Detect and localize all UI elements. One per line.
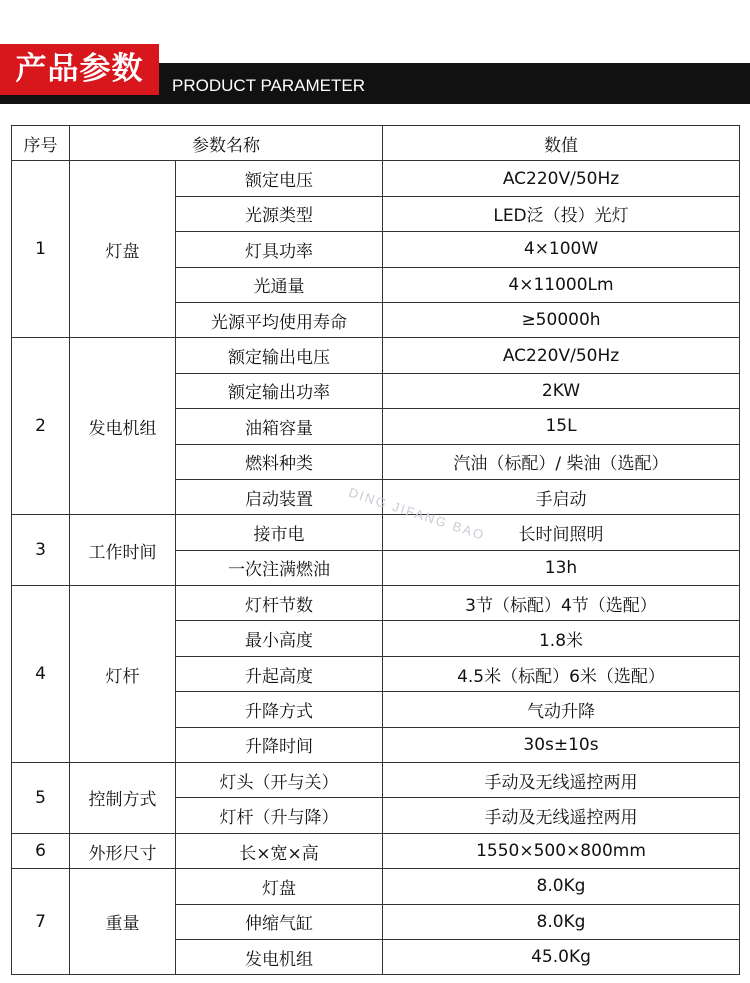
param-value-cell: 手动及无线遥控两用 — [383, 798, 740, 833]
param-value-cell: 45.0Kg — [383, 939, 740, 974]
group-name: 外形尺寸 — [70, 833, 176, 868]
group-index: 5 — [12, 763, 70, 834]
param-value-cell: LED泛（投）光灯 — [383, 196, 740, 231]
param-value-cell: 2KW — [383, 373, 740, 408]
param-name-cell: 灯头（开与关） — [176, 763, 383, 798]
table-body — [12, 161, 740, 975]
param-name-cell: 升降时间 — [176, 727, 383, 762]
header-banner — [0, 0, 750, 104]
param-value-cell: 3节（标配）4节（选配） — [383, 586, 740, 621]
param-value-cell: 15L — [383, 409, 740, 444]
group-index: 6 — [12, 833, 70, 868]
group-name: 灯杆 — [70, 586, 176, 763]
param-value-cell: 4×100W — [383, 232, 740, 267]
param-value-cell: AC220V/50Hz — [383, 338, 740, 373]
param-name-cell: 燃料种类 — [176, 444, 383, 479]
param-name-cell: 伸缩气缸 — [176, 904, 383, 939]
param-value-cell: 汽油（标配）/ 柴油（选配） — [383, 444, 740, 479]
param-value-cell: 1.8米 — [383, 621, 740, 656]
param-name-cell: 额定输出功率 — [176, 373, 383, 408]
param-value-cell: ≥50000h — [383, 302, 740, 337]
table-row — [12, 515, 740, 550]
table-row — [12, 763, 740, 798]
param-name-cell: 发电机组 — [176, 939, 383, 974]
param-name-cell: 灯杆节数 — [176, 586, 383, 621]
param-name-cell: 升降方式 — [176, 692, 383, 727]
param-name-cell: 额定输出电压 — [176, 338, 383, 373]
group-name: 灯盘 — [70, 161, 176, 338]
param-name-cell: 光通量 — [176, 267, 383, 302]
param-name-cell: 一次注满燃油 — [176, 550, 383, 585]
param-name-cell: 最小高度 — [176, 621, 383, 656]
group-index: 7 — [12, 869, 70, 975]
group-index: 2 — [12, 338, 70, 515]
group-name: 工作时间 — [70, 515, 176, 586]
param-name-cell: 油箱容量 — [176, 409, 383, 444]
table-header-row — [12, 126, 740, 161]
header-index: 序号 — [12, 126, 70, 161]
table-row — [12, 586, 740, 621]
param-name-cell: 光源类型 — [176, 196, 383, 231]
page-title: 产品参数 — [15, 51, 144, 87]
group-index: 3 — [12, 515, 70, 586]
group-name: 发电机组 — [70, 338, 176, 515]
group-name: 重量 — [70, 869, 176, 975]
param-name-cell: 光源平均使用寿命 — [176, 302, 383, 337]
watermark-text: DING JIFANG BAO — [346, 484, 488, 543]
param-value-cell: 长时间照明 — [383, 515, 740, 550]
param-value-cell: 手启动 — [383, 479, 740, 514]
param-value-cell: 手动及无线遥控两用 — [383, 763, 740, 798]
param-value-cell: AC220V/50Hz — [383, 161, 740, 196]
param-value-cell: 8.0Kg — [383, 904, 740, 939]
parameter-table — [11, 125, 740, 975]
param-value-cell: 30s±10s — [383, 727, 740, 762]
param-value-cell: 1550×500×800mm — [383, 833, 740, 868]
param-name-cell: 灯具功率 — [176, 232, 383, 267]
param-value-cell: 气动升降 — [383, 692, 740, 727]
group-name: 控制方式 — [70, 763, 176, 834]
group-index: 1 — [12, 161, 70, 338]
param-name-cell: 启动装置 — [176, 479, 383, 514]
table-row — [12, 161, 740, 196]
header-value: 数值 — [383, 126, 740, 161]
param-value-cell: 4.5米（标配）6米（选配） — [383, 656, 740, 691]
param-name-cell: 接市电 — [176, 515, 383, 550]
param-value-cell: 4×11000Lm — [383, 267, 740, 302]
header-param: 参数名称 — [70, 126, 383, 161]
param-value-cell: 13h — [383, 550, 740, 585]
page-subtitle: PRODUCT PARAMETER — [172, 76, 366, 95]
table-row — [12, 338, 740, 373]
group-index: 4 — [12, 586, 70, 763]
param-name-cell: 灯盘 — [176, 869, 383, 904]
table-row — [12, 833, 740, 868]
param-name-cell: 额定电压 — [176, 161, 383, 196]
param-name-cell: 升起高度 — [176, 656, 383, 691]
param-value-cell: 8.0Kg — [383, 869, 740, 904]
table-row — [12, 869, 740, 904]
param-name-cell: 灯杆（升与降） — [176, 798, 383, 833]
param-name-cell: 长×宽×高 — [176, 833, 383, 868]
